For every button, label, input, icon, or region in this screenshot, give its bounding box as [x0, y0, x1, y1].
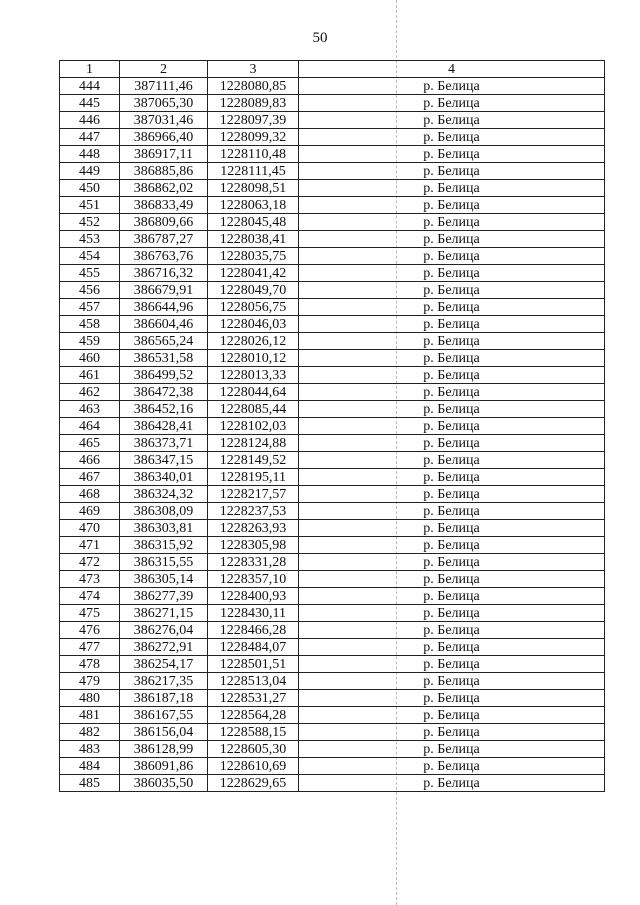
x-coordinate-cell: 386787,27: [120, 231, 208, 248]
x-coordinate-cell: 386128,99: [120, 741, 208, 758]
description-cell: р. Белица: [299, 520, 605, 537]
table-row: [60, 197, 605, 214]
y-coordinate-cell: 1228331,28: [208, 554, 299, 571]
y-coordinate-cell: 1228098,51: [208, 180, 299, 197]
y-coordinate-cell: 1228610,69: [208, 758, 299, 775]
point-number-cell: 474: [60, 588, 120, 605]
point-number-cell: 479: [60, 673, 120, 690]
y-coordinate-cell: 1228400,93: [208, 588, 299, 605]
point-number-cell: 469: [60, 503, 120, 520]
table-row: [60, 656, 605, 673]
description-cell: р. Белица: [299, 775, 605, 792]
point-number-cell: 456: [60, 282, 120, 299]
description-cell: р. Белица: [299, 316, 605, 333]
y-coordinate-cell: 1228466,28: [208, 622, 299, 639]
y-coordinate-cell: 1228124,88: [208, 435, 299, 452]
x-coordinate-cell: 386679,91: [120, 282, 208, 299]
table-row: [60, 537, 605, 554]
header-cell-3: 3: [208, 61, 299, 78]
y-coordinate-cell: 1228045,48: [208, 214, 299, 231]
description-cell: р. Белица: [299, 180, 605, 197]
y-coordinate-cell: 1228056,75: [208, 299, 299, 316]
point-number-cell: 455: [60, 265, 120, 282]
point-number-cell: 461: [60, 367, 120, 384]
x-coordinate-cell: 387031,46: [120, 112, 208, 129]
table-row: [60, 571, 605, 588]
table-row: [60, 622, 605, 639]
page-number: 50: [312, 30, 328, 46]
y-coordinate-cell: 1228038,41: [208, 231, 299, 248]
table-row: [60, 248, 605, 265]
description-cell: р. Белица: [299, 265, 605, 282]
x-coordinate-cell: 386531,58: [120, 350, 208, 367]
x-coordinate-cell: 386763,76: [120, 248, 208, 265]
point-number-cell: 482: [60, 724, 120, 741]
table-row: [60, 435, 605, 452]
table-row: [60, 265, 605, 282]
description-cell: р. Белица: [299, 163, 605, 180]
header-cell-1: 1: [60, 61, 120, 78]
description-cell: р. Белица: [299, 503, 605, 520]
point-number-cell: 478: [60, 656, 120, 673]
table-row: [60, 639, 605, 656]
description-cell: р. Белица: [299, 673, 605, 690]
description-cell: р. Белица: [299, 758, 605, 775]
x-coordinate-cell: 386254,17: [120, 656, 208, 673]
x-coordinate-cell: 386277,39: [120, 588, 208, 605]
table-row: [60, 350, 605, 367]
description-cell: р. Белица: [299, 469, 605, 486]
table-body: [60, 78, 605, 792]
y-coordinate-cell: 1228063,18: [208, 197, 299, 214]
point-number-cell: 448: [60, 146, 120, 163]
point-number-cell: 447: [60, 129, 120, 146]
x-coordinate-cell: 386966,40: [120, 129, 208, 146]
x-coordinate-cell: 386272,91: [120, 639, 208, 656]
y-coordinate-cell: 1228089,83: [208, 95, 299, 112]
point-number-cell: 459: [60, 333, 120, 350]
y-coordinate-cell: 1228629,65: [208, 775, 299, 792]
description-cell: р. Белица: [299, 571, 605, 588]
x-coordinate-cell: 386315,92: [120, 537, 208, 554]
x-coordinate-cell: 386499,52: [120, 367, 208, 384]
x-coordinate-cell: 386217,35: [120, 673, 208, 690]
x-coordinate-cell: 386308,09: [120, 503, 208, 520]
x-coordinate-cell: 386091,86: [120, 758, 208, 775]
point-number-cell: 467: [60, 469, 120, 486]
point-number-cell: 454: [60, 248, 120, 265]
x-coordinate-cell: 386862,02: [120, 180, 208, 197]
x-coordinate-cell: 386347,15: [120, 452, 208, 469]
table-row: [60, 707, 605, 724]
table-row: [60, 588, 605, 605]
description-cell: р. Белица: [299, 537, 605, 554]
table-row: [60, 775, 605, 792]
description-cell: р. Белица: [299, 605, 605, 622]
table-row: [60, 554, 605, 571]
y-coordinate-cell: 1228195,11: [208, 469, 299, 486]
y-coordinate-cell: 1228111,45: [208, 163, 299, 180]
description-cell: р. Белица: [299, 231, 605, 248]
table-row: [60, 316, 605, 333]
y-coordinate-cell: 1228237,53: [208, 503, 299, 520]
description-cell: р. Белица: [299, 112, 605, 129]
y-coordinate-cell: 1228531,27: [208, 690, 299, 707]
description-cell: р. Белица: [299, 418, 605, 435]
x-coordinate-cell: 386315,55: [120, 554, 208, 571]
description-cell: р. Белица: [299, 401, 605, 418]
point-number-cell: 458: [60, 316, 120, 333]
point-number-cell: 475: [60, 605, 120, 622]
y-coordinate-cell: 1228041,42: [208, 265, 299, 282]
y-coordinate-cell: 1228102,03: [208, 418, 299, 435]
y-coordinate-cell: 1228217,57: [208, 486, 299, 503]
y-coordinate-cell: 1228149,52: [208, 452, 299, 469]
description-cell: р. Белица: [299, 129, 605, 146]
x-coordinate-cell: 386340,01: [120, 469, 208, 486]
x-coordinate-cell: 386604,46: [120, 316, 208, 333]
x-coordinate-cell: 386035,50: [120, 775, 208, 792]
x-coordinate-cell: 386885,86: [120, 163, 208, 180]
point-number-cell: 472: [60, 554, 120, 571]
point-number-cell: 451: [60, 197, 120, 214]
x-coordinate-cell: 387111,46: [120, 78, 208, 95]
table-row: [60, 282, 605, 299]
point-number-cell: 463: [60, 401, 120, 418]
description-cell: р. Белица: [299, 639, 605, 656]
y-coordinate-cell: 1228026,12: [208, 333, 299, 350]
point-number-cell: 473: [60, 571, 120, 588]
description-cell: р. Белица: [299, 333, 605, 350]
point-number-cell: 464: [60, 418, 120, 435]
point-number-cell: 453: [60, 231, 120, 248]
table-row: [60, 520, 605, 537]
point-number-cell: 460: [60, 350, 120, 367]
point-number-cell: 485: [60, 775, 120, 792]
x-coordinate-cell: 386716,32: [120, 265, 208, 282]
y-coordinate-cell: 1228085,44: [208, 401, 299, 418]
y-coordinate-cell: 1228097,39: [208, 112, 299, 129]
y-coordinate-cell: 1228010,12: [208, 350, 299, 367]
table-row: [60, 741, 605, 758]
point-number-cell: 471: [60, 537, 120, 554]
point-number-cell: 449: [60, 163, 120, 180]
table-row: [60, 605, 605, 622]
point-number-cell: 481: [60, 707, 120, 724]
point-number-cell: 452: [60, 214, 120, 231]
x-coordinate-cell: 386833,49: [120, 197, 208, 214]
table-row: [60, 163, 605, 180]
table-row: [60, 401, 605, 418]
description-cell: р. Белица: [299, 214, 605, 231]
description-cell: р. Белица: [299, 724, 605, 741]
y-coordinate-cell: 1228110,48: [208, 146, 299, 163]
table-row: [60, 486, 605, 503]
description-cell: р. Белица: [299, 367, 605, 384]
description-cell: р. Белица: [299, 486, 605, 503]
description-cell: р. Белица: [299, 95, 605, 112]
description-cell: р. Белица: [299, 248, 605, 265]
y-coordinate-cell: 1228588,15: [208, 724, 299, 741]
description-cell: р. Белица: [299, 707, 605, 724]
point-number-cell: 480: [60, 690, 120, 707]
description-cell: р. Белица: [299, 656, 605, 673]
description-cell: р. Белица: [299, 452, 605, 469]
description-cell: р. Белица: [299, 384, 605, 401]
description-cell: р. Белица: [299, 197, 605, 214]
table-row: [60, 503, 605, 520]
x-coordinate-cell: 386917,11: [120, 146, 208, 163]
y-coordinate-cell: 1228357,10: [208, 571, 299, 588]
description-cell: р. Белица: [299, 435, 605, 452]
y-coordinate-cell: 1228430,11: [208, 605, 299, 622]
table-row: [60, 299, 605, 316]
y-coordinate-cell: 1228564,28: [208, 707, 299, 724]
y-coordinate-cell: 1228263,93: [208, 520, 299, 537]
table-row: [60, 180, 605, 197]
y-coordinate-cell: 1228513,04: [208, 673, 299, 690]
x-coordinate-cell: 386305,14: [120, 571, 208, 588]
point-number-cell: 450: [60, 180, 120, 197]
point-number-cell: 462: [60, 384, 120, 401]
table-row: [60, 758, 605, 775]
y-coordinate-cell: 1228049,70: [208, 282, 299, 299]
x-coordinate-cell: 386452,16: [120, 401, 208, 418]
point-number-cell: 446: [60, 112, 120, 129]
table-row: [60, 214, 605, 231]
point-number-cell: 457: [60, 299, 120, 316]
y-coordinate-cell: 1228605,30: [208, 741, 299, 758]
x-coordinate-cell: 387065,30: [120, 95, 208, 112]
table-header-row: [60, 61, 605, 78]
y-coordinate-cell: 1228501,51: [208, 656, 299, 673]
table-row: [60, 469, 605, 486]
point-number-cell: 470: [60, 520, 120, 537]
point-number-cell: 476: [60, 622, 120, 639]
point-number-cell: 483: [60, 741, 120, 758]
point-number-cell: 465: [60, 435, 120, 452]
x-coordinate-cell: 386187,18: [120, 690, 208, 707]
table-row: [60, 384, 605, 401]
y-coordinate-cell: 1228046,03: [208, 316, 299, 333]
table-row: [60, 95, 605, 112]
table-row: [60, 367, 605, 384]
description-cell: р. Белица: [299, 622, 605, 639]
y-coordinate-cell: 1228035,75: [208, 248, 299, 265]
point-number-cell: 477: [60, 639, 120, 656]
point-number-cell: 468: [60, 486, 120, 503]
y-coordinate-cell: 1228305,98: [208, 537, 299, 554]
table-row: [60, 418, 605, 435]
table-row: [60, 452, 605, 469]
x-coordinate-cell: 386373,71: [120, 435, 208, 452]
description-cell: р. Белица: [299, 588, 605, 605]
table-row: [60, 333, 605, 350]
point-number-cell: 444: [60, 78, 120, 95]
description-cell: р. Белица: [299, 282, 605, 299]
x-coordinate-cell: 386167,55: [120, 707, 208, 724]
description-cell: р. Белица: [299, 741, 605, 758]
table-row: [60, 690, 605, 707]
y-coordinate-cell: 1228044,64: [208, 384, 299, 401]
x-coordinate-cell: 386303,81: [120, 520, 208, 537]
point-number-cell: 445: [60, 95, 120, 112]
y-coordinate-cell: 1228013,33: [208, 367, 299, 384]
x-coordinate-cell: 386809,66: [120, 214, 208, 231]
table-row: [60, 129, 605, 146]
description-cell: р. Белица: [299, 554, 605, 571]
header-cell-2: 2: [120, 61, 208, 78]
x-coordinate-cell: 386324,32: [120, 486, 208, 503]
coordinates-table: [59, 60, 605, 792]
description-cell: р. Белица: [299, 78, 605, 95]
x-coordinate-cell: 386428,41: [120, 418, 208, 435]
table-row: [60, 146, 605, 163]
description-cell: р. Белица: [299, 146, 605, 163]
x-coordinate-cell: 386271,15: [120, 605, 208, 622]
description-cell: р. Белица: [299, 350, 605, 367]
table-row: [60, 724, 605, 741]
table-row: [60, 112, 605, 129]
y-coordinate-cell: 1228484,07: [208, 639, 299, 656]
x-coordinate-cell: 386565,24: [120, 333, 208, 350]
header-cell-4: 4: [299, 61, 605, 78]
x-coordinate-cell: 386156,04: [120, 724, 208, 741]
y-coordinate-cell: 1228099,32: [208, 129, 299, 146]
table-row: [60, 78, 605, 95]
description-cell: р. Белица: [299, 299, 605, 316]
x-coordinate-cell: 386276,04: [120, 622, 208, 639]
description-cell: р. Белица: [299, 690, 605, 707]
y-coordinate-cell: 1228080,85: [208, 78, 299, 95]
point-number-cell: 466: [60, 452, 120, 469]
x-coordinate-cell: 386644,96: [120, 299, 208, 316]
point-number-cell: 484: [60, 758, 120, 775]
table-row: [60, 673, 605, 690]
table-row: [60, 231, 605, 248]
x-coordinate-cell: 386472,38: [120, 384, 208, 401]
